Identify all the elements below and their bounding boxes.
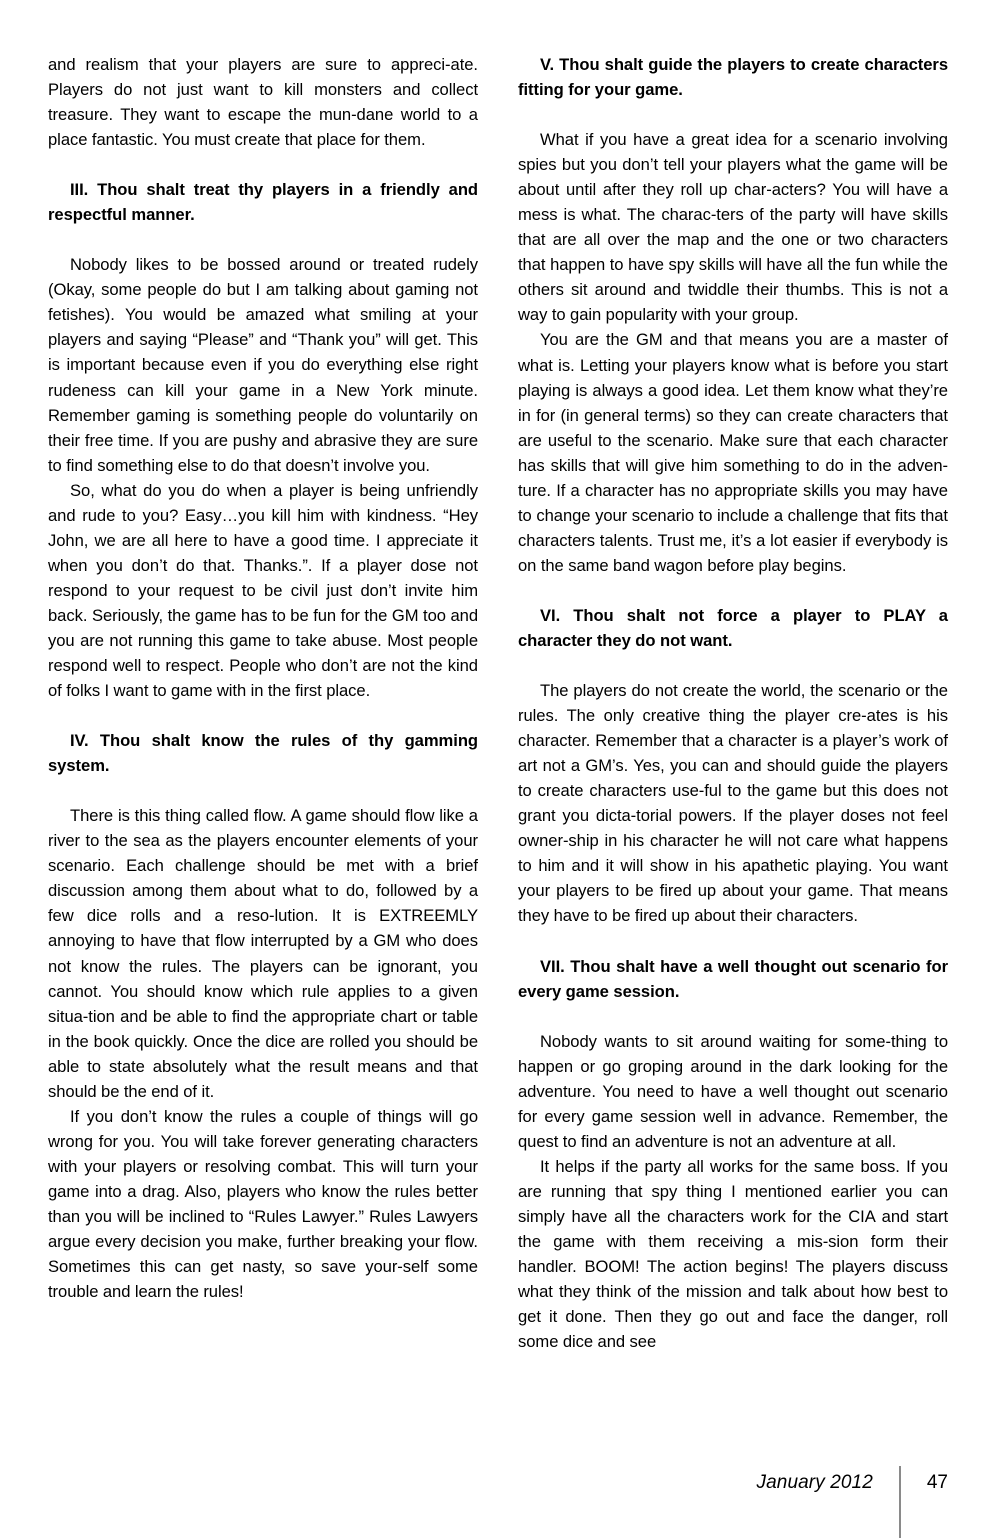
right-paragraph-1: What if you have a great idea for a scenario involving spies but you don’t tell your players what the game will be about until after they roll up char-acters? You will have a mess is what. The charac-ters of the party will have skills that are all over the map and the one or two characters that happen to have spy skills will have all the fun while the others sit around and twiddle their thumbs. This is not a way to gain popularity with your group. <box>518 130 948 325</box>
spacer <box>48 703 478 728</box>
heading-commandment-4: IV. Thou shalt know the rules of thy gamming system. <box>48 731 478 776</box>
left-paragraph-1: and realism that your players are sure to appreci-ate. Players do not just want to kill monsters and collect treasure. They want to escape the mun-dane world to a place fantastic. You must create that place for them. <box>48 55 478 150</box>
right-paragraph-2: You are the GM and that means you are a master of what is. Letting your players know what is before you start playing is always a good idea. Let them know what they’re in for (in general terms) so they can create characters that are useful to the scenario. Make sure that each character has skills that will give him something to do in the adven-ture. If a character has no appropriate skills you may have to change your scenario to include a challenge that fits that characters talents. Trust me, it’s a lot easier if everybody is on the same band wagon before play begins. <box>518 330 948 575</box>
right-paragraph-3: The players do not create the world, the scenario or the rules. The only creative thing the player cre-ates is his character. Remember that a character is a player’s work of art not a GM’s. Yes, you can and should guide the players to create characters use-ful to the game but this does not grant you dicta-torial powers. If the player doses not feel owner-ship in his character he will not care what happens to him and it will show in his apathetic playing. You want your players to be fired up about your game. That means they have to be fired up about their characters. <box>518 681 948 926</box>
left-column <box>48 52 478 1422</box>
left-paragraph-3: So, what do you do when a player is being unfriendly and rude to you? Easy…you kill him with kindness. “Hey John, we are all here to have a good time. I appreciate it when you don’t do that. Thanks.”. If a player dose not respond to your request to be civil just don’t invite him back. Seriously, the game has to be fun for the GM too and you are not running this game to take abuse. Most people respond well to respect. People who don’t are not the kind of folks I want to game with in the first place. <box>48 480 478 701</box>
heading-commandment-7: VII. Thou shalt have a well thought out scenario for every game session. <box>518 956 948 1001</box>
right-paragraph-4: Nobody wants to sit around waiting for some-thing to happen or go groping around in the dark looking for the adventure. You need to have a well thought out scenario for every game session well in advance. Remember, the quest to find an adventure is not an adventure at all. <box>518 1031 948 1151</box>
left-paragraph-2: Nobody likes to be bossed around or treated rudely (Okay, some people do but I am talking about gaming not fetishes). You would be amazed what smiling at your players and saying “Please” and “Thank you” will get. This is important because even if you do everything else right rudeness can kill your game in a New York minute. Remember gaming is something people do voluntarily on their free time. If you are pushy and abrasive they are sure to find something else to do that doesn’t involve you. <box>48 255 478 475</box>
heading-commandment-6: VI. Thou shalt not force a player to PLAY a character they do not want. <box>518 605 948 650</box>
two-column-text-body <box>48 52 948 1422</box>
left-paragraph-5: If you don’t know the rules a couple of things will go wrong for you. You will take forever generating characters with your players or resolving combat. This will turn your game into a drag. Also, players who know the rules better than you will be inclined to “Rules Lawyer.” Rules Lawyers argue every decision you make, further breaking your flow. Sometimes this can get nasty, so save your-self some trouble and learn the rules! <box>48 1106 478 1302</box>
left-paragraph-4: There is this thing called flow. A game should flow like a river to the sea as the players encounter elements of your scenario. Each challenge should be met with a brief discussion among them about what to do, followed by a few dice rolls and a reso-lution. It is EXTREEMLY annoying to have that flow interrupted by a GM who does not know the rules. The players can be ignorant, you cannot. You should know which rule applies to a given situa-tion and be able to find the appropriate chart or table in the book quickly. Once the dice are rolled you should be able to state absolutely what the result means and that should be the end of it. <box>48 806 478 1101</box>
right-column <box>518 52 948 1422</box>
spacer <box>518 1004 948 1029</box>
heading-commandment-3: III. Thou shalt treat thy players in a friendly and respectful manner. <box>48 180 478 225</box>
spacer <box>48 227 478 252</box>
spacer <box>518 102 948 127</box>
footer-issue-date: January 2012 <box>756 1472 873 1493</box>
heading-commandment-5: V. Thou shalt guide the players to create characters fitting for your game. <box>518 55 948 100</box>
spacer <box>518 929 948 954</box>
spacer <box>518 578 948 603</box>
spacer <box>48 778 478 803</box>
spacer <box>518 653 948 678</box>
right-paragraph-5: It helps if the party all works for the same boss. If you are running that spy thing I mentioned earlier you can simply have all the characters work for the CIA and start the game with them receiving a mis-sion form their handler. BOOM! The action begins! The players discuss what they think of the mission and talk about how best to get it done. Then they go out and face the danger, roll some dice and see <box>518 1156 948 1352</box>
page-footer <box>757 1472 948 1502</box>
spacer <box>48 152 478 177</box>
footer-divider <box>899 1466 901 1538</box>
footer-page-number: 47 <box>926 1472 948 1493</box>
